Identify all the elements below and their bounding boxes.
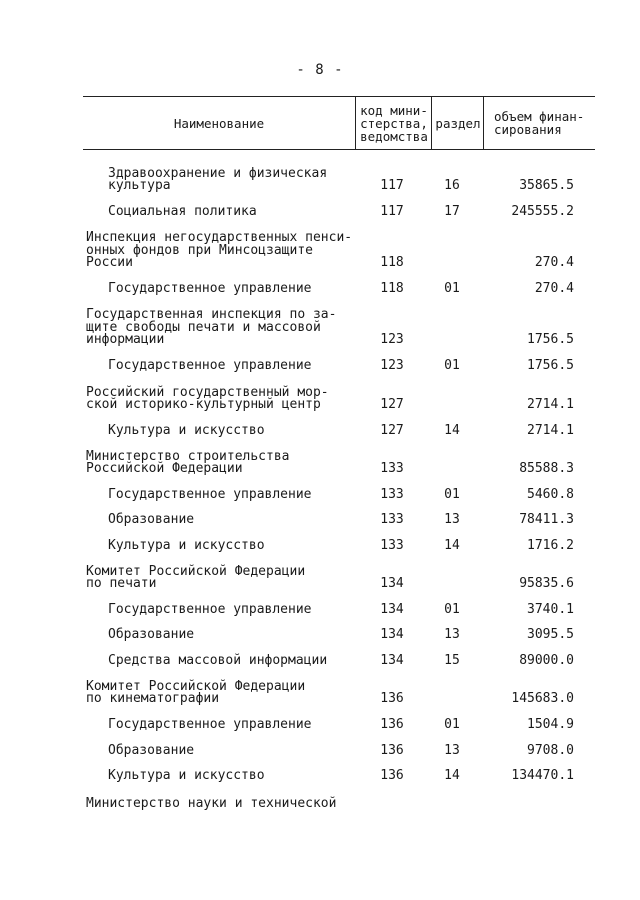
table-row bbox=[0, 165, 640, 193]
table-row bbox=[0, 604, 640, 617]
row-code: 136 bbox=[380, 691, 404, 706]
table-row bbox=[0, 489, 640, 502]
row-amount: 1756.5 bbox=[527, 358, 574, 373]
row-name: Образование bbox=[108, 512, 195, 527]
row-name: Культура и искусство bbox=[108, 768, 265, 783]
table-header bbox=[83, 96, 595, 150]
row-amount: 270.4 bbox=[534, 255, 574, 270]
row-code: 134 bbox=[380, 653, 404, 668]
table-row bbox=[0, 425, 640, 438]
row-amount: 95835.6 bbox=[519, 576, 574, 591]
row-section: 01 bbox=[444, 717, 460, 732]
row-section: 14 bbox=[444, 538, 460, 553]
row-name: Образование bbox=[108, 627, 195, 642]
table-row bbox=[0, 232, 640, 270]
table-row bbox=[0, 448, 640, 476]
row-amount: 270.4 bbox=[534, 281, 574, 296]
row-amount: 134470.1 bbox=[511, 768, 574, 783]
row-section: 17 bbox=[444, 204, 460, 219]
table-row bbox=[0, 540, 640, 553]
header-section: раздел bbox=[431, 97, 484, 149]
row-code: 117 bbox=[380, 204, 404, 219]
row-section: 01 bbox=[444, 602, 460, 617]
row-section: 13 bbox=[444, 512, 460, 527]
row-amount: 78411.3 bbox=[519, 512, 574, 527]
row-name: Государственная инспекция по за- щите свободы печати и массовой информации bbox=[86, 307, 337, 347]
row-amount: 245555.2 bbox=[511, 204, 574, 219]
row-code: 134 bbox=[380, 576, 404, 591]
row-name: Комитет Российской Федерации по кинематографии bbox=[86, 678, 306, 706]
row-amount: 2714.1 bbox=[527, 423, 574, 438]
row-name: Культура и искусство bbox=[108, 423, 265, 438]
row-section: 01 bbox=[444, 487, 460, 502]
row-section: 13 bbox=[444, 627, 460, 642]
row-amount: 1504.9 bbox=[527, 717, 574, 732]
row-code: 133 bbox=[380, 512, 404, 527]
row-section: 14 bbox=[444, 768, 460, 783]
row-amount: 85588.3 bbox=[519, 461, 574, 476]
row-section: 01 bbox=[444, 358, 460, 373]
row-name: Государственное управление bbox=[108, 487, 312, 502]
row-amount: 1756.5 bbox=[527, 332, 574, 347]
row-amount: 9708.0 bbox=[527, 743, 574, 758]
row-amount: 5460.8 bbox=[527, 487, 574, 502]
header-name: Наименование bbox=[173, 115, 265, 131]
row-code: 133 bbox=[380, 538, 404, 553]
row-name: Социальная политика bbox=[108, 204, 257, 219]
header-code: код мини- стерства, ведомства bbox=[355, 97, 432, 149]
row-code: 118 bbox=[380, 255, 404, 270]
table-row bbox=[0, 745, 640, 758]
row-name: Государственное управление bbox=[108, 358, 312, 373]
row-amount: 1716.2 bbox=[527, 538, 574, 553]
row-amount: 3740.1 bbox=[527, 602, 574, 617]
table-row bbox=[0, 629, 640, 642]
row-code: 127 bbox=[380, 423, 404, 438]
table-row bbox=[0, 360, 640, 373]
row-code: 123 bbox=[380, 358, 404, 373]
row-code: 133 bbox=[380, 487, 404, 502]
row-code: 118 bbox=[380, 281, 404, 296]
table-row bbox=[0, 384, 640, 412]
row-amount: 2714.1 bbox=[527, 397, 574, 412]
row-code: 123 bbox=[380, 332, 404, 347]
row-code: 136 bbox=[380, 768, 404, 783]
table-row bbox=[0, 770, 640, 783]
table-row bbox=[0, 655, 640, 668]
row-name: Комитет Российской Федерации по печати bbox=[86, 563, 306, 591]
table-row bbox=[0, 678, 640, 706]
table-row bbox=[0, 283, 640, 296]
table-row bbox=[0, 309, 640, 347]
row-name: Государственное управление bbox=[108, 717, 312, 732]
table-row bbox=[0, 563, 640, 591]
row-code: 117 bbox=[380, 178, 404, 193]
row-section: 14 bbox=[444, 423, 460, 438]
table-row bbox=[0, 514, 640, 527]
row-section: 16 bbox=[444, 178, 460, 193]
row-name: Государственное управление bbox=[108, 602, 312, 617]
row-code: 134 bbox=[380, 627, 404, 642]
row-name: Инспекция негосударственных пенси- онных фондов при Минсоцзащите России bbox=[86, 230, 353, 270]
row-name: Здравоохранение и физическая культура bbox=[108, 165, 328, 193]
row-name: Культура и искусство bbox=[108, 538, 265, 553]
row-section: 13 bbox=[444, 743, 460, 758]
table-row bbox=[0, 719, 640, 732]
row-code: 136 bbox=[380, 717, 404, 732]
header-amount: объем финан- сирования bbox=[483, 97, 595, 149]
row-name: Средства массовой информации bbox=[108, 653, 328, 668]
row-name: Государственное управление bbox=[108, 281, 312, 296]
table-row bbox=[0, 206, 640, 219]
page-number: - 8 - bbox=[296, 62, 344, 78]
row-name: Министерство строительства Российской Федерации bbox=[86, 448, 290, 476]
row-code: 134 bbox=[380, 602, 404, 617]
row-amount: 3095.5 bbox=[527, 627, 574, 642]
row-amount: 145683.0 bbox=[511, 691, 574, 706]
row-section: 15 bbox=[444, 653, 460, 668]
row-section: 01 bbox=[444, 281, 460, 296]
row-amount: 35865.5 bbox=[519, 178, 574, 193]
row-code: 133 bbox=[380, 461, 404, 476]
row-name: Российский государственный мор- ской историко-культурный центр bbox=[86, 384, 329, 412]
row-code: 127 bbox=[380, 397, 404, 412]
row-amount: 89000.0 bbox=[519, 653, 574, 668]
row-name: Образование bbox=[108, 743, 195, 758]
row-code: 136 bbox=[380, 743, 404, 758]
continued-text: Министерство науки и технической bbox=[86, 796, 337, 811]
